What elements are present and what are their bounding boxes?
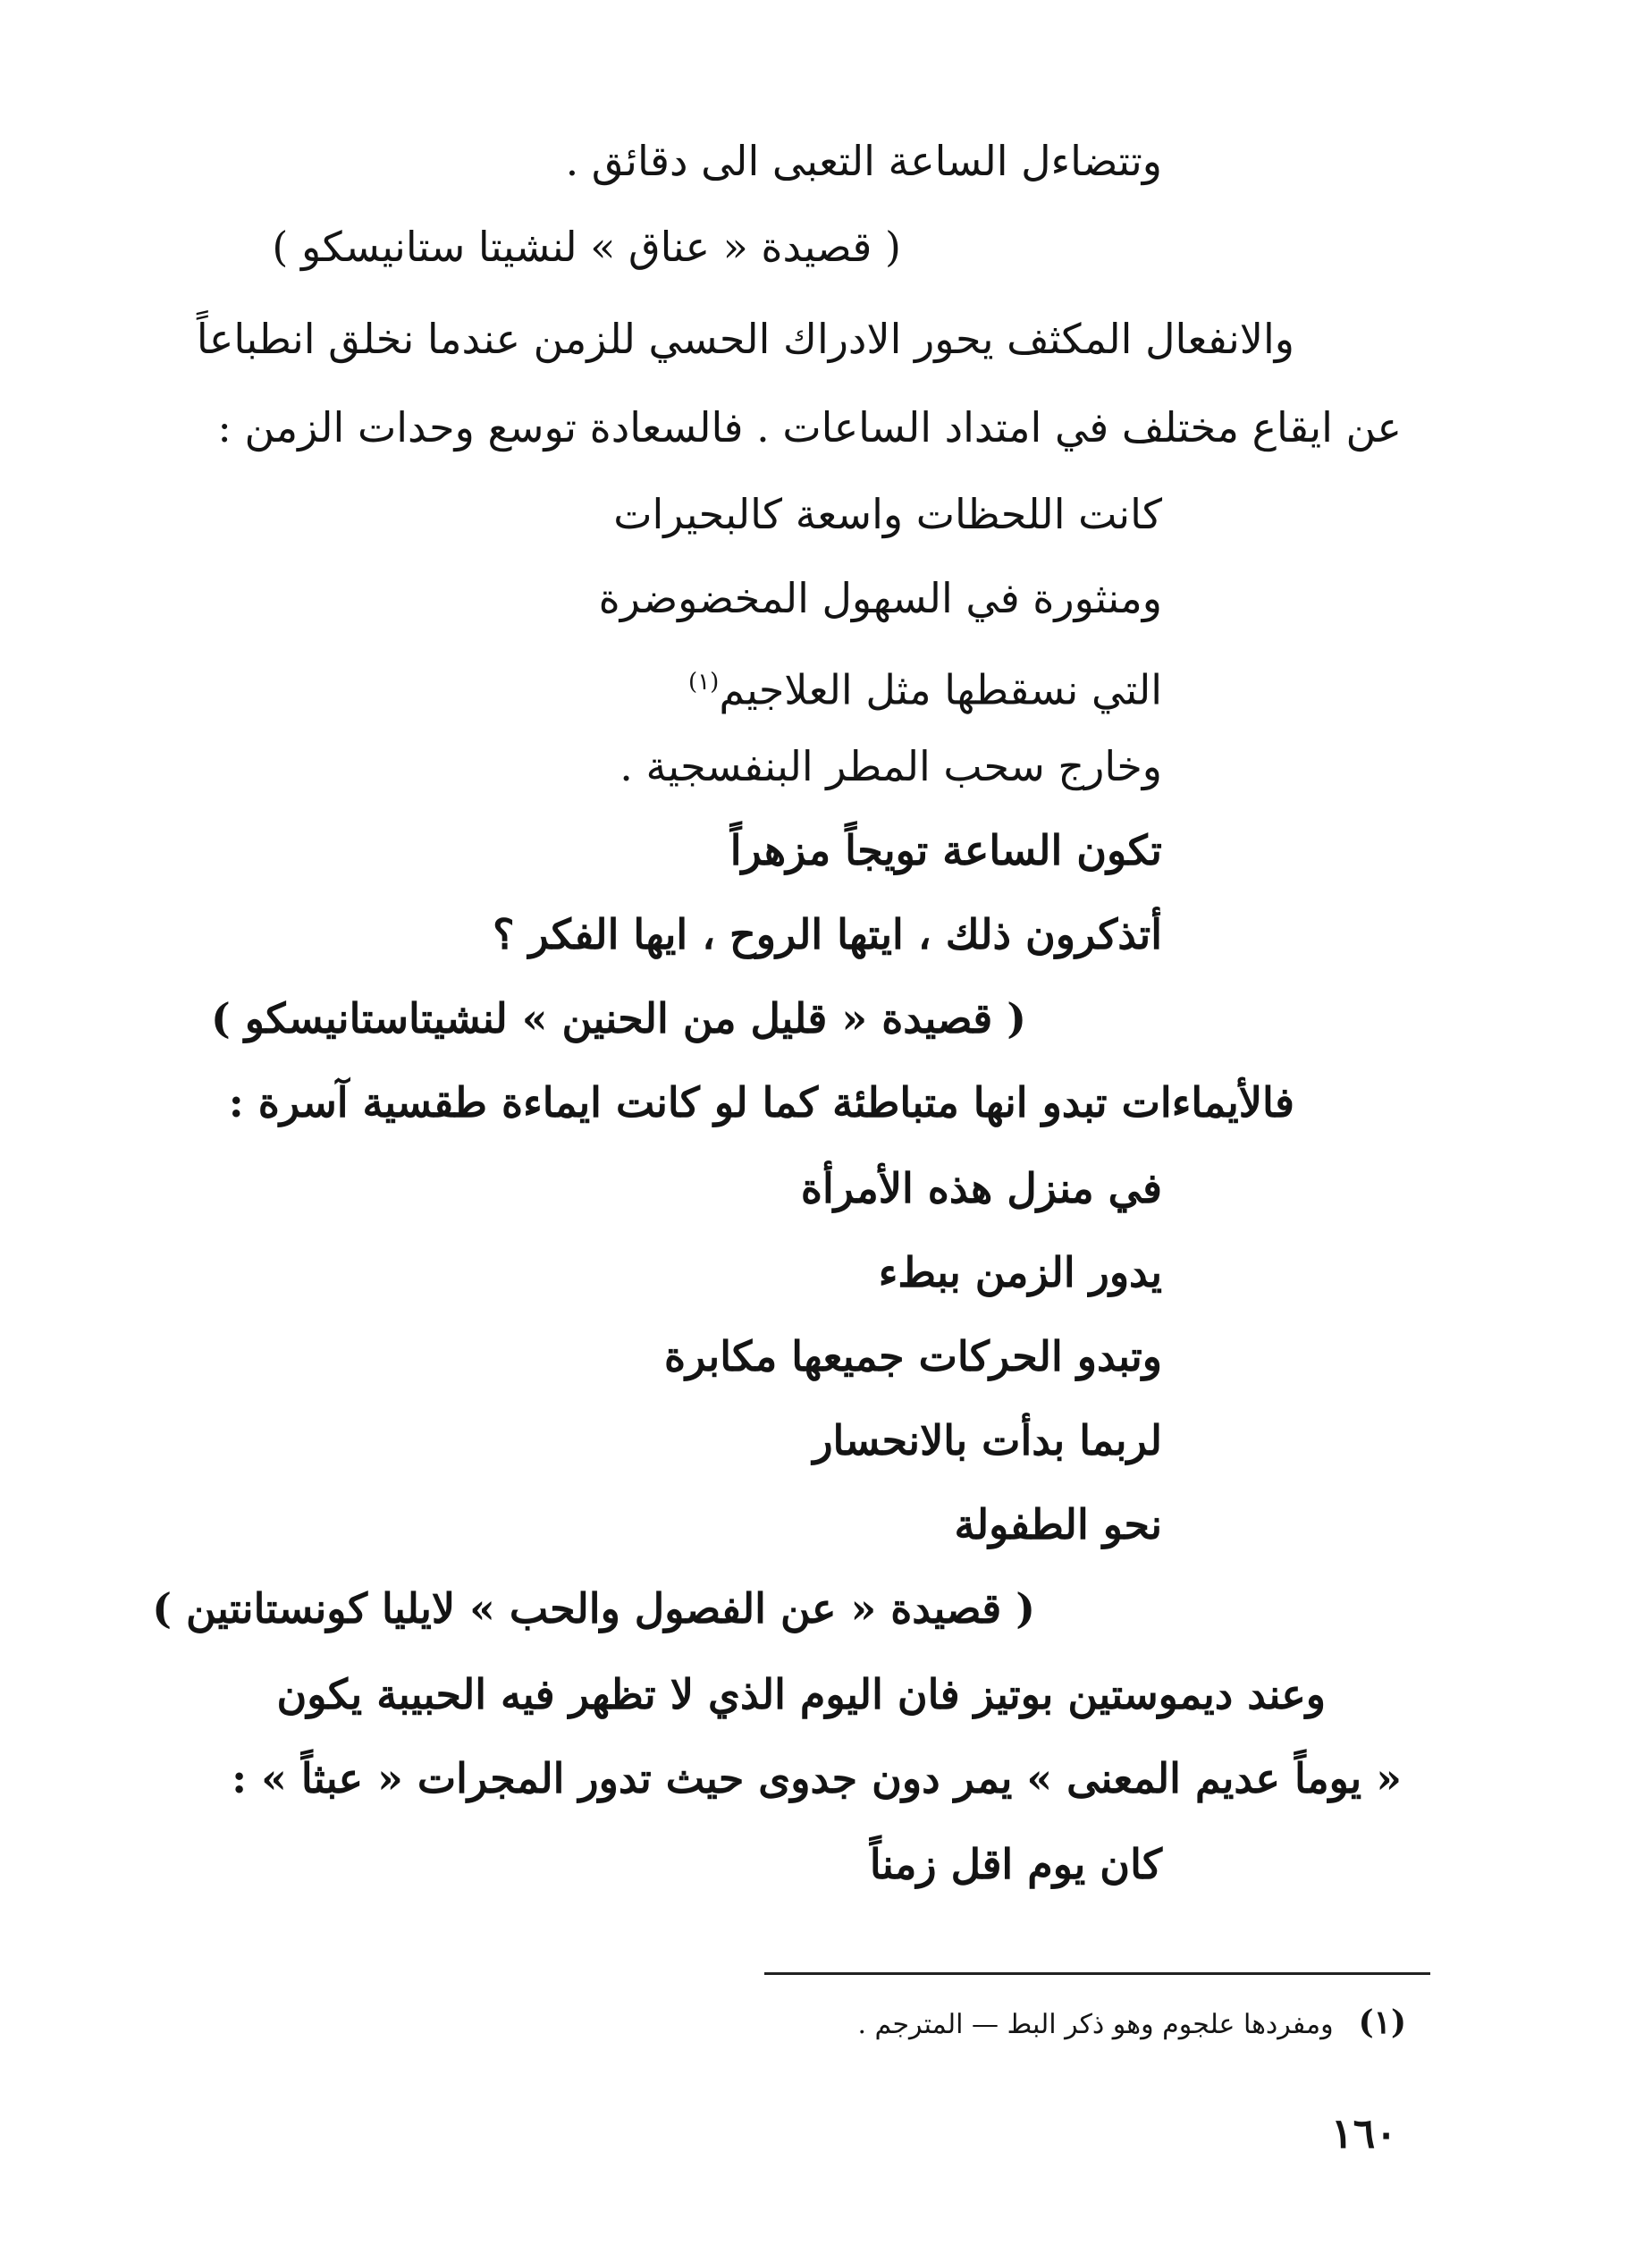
verse-line: وخارج سحب المطر البنفسجية . (620, 742, 1162, 790)
verse-line: كانت اللحظات واسعة كالبحيرات (613, 490, 1162, 538)
verse-line: وتتضاءل الساعة التعبى الى دقائق . (565, 137, 1162, 185)
verse-line: أتذكرون ذلك ، ايتها الروح ، ايها الفكر ؟ (493, 910, 1162, 958)
poem-citation: ( قصيدة « قليل من الحنين » لنشيتاستانيسكو ) (210, 994, 1026, 1042)
footnote-reference: (١) (688, 669, 720, 696)
footnote-divider (764, 1972, 1430, 1975)
paragraph-line: وعند ديموستين بوتيز فان اليوم الذي لا تظهر فيه الحبيبة يكون (276, 1670, 1326, 1718)
verse-line: كان يوم اقل زمناً (869, 1840, 1162, 1888)
footnote (857, 2003, 1406, 2045)
verse-line: في منزل هذه الأمرأة (800, 1164, 1162, 1212)
verse-line: التي نسقطها مثل العلاجيم$^{(١)}$ (688, 665, 1162, 714)
poem-citation: ( قصيدة « عن الفصول والحب » لايليا كونستانتين ) (152, 1584, 1035, 1633)
paragraph-line: والانفعال المكثف يحور الادراك الحسي للزمن عندما نخلق انطباعاً (196, 315, 1294, 363)
verse-line: وتبدو الحركات جميعها مكابرة (663, 1332, 1162, 1380)
verse-line: نحو الطفولة (954, 1500, 1162, 1548)
paragraph-line: فالأيماءات تبدو انها متباطئة كما لو كانت ايماءة طقسية آسرة : (228, 1078, 1294, 1126)
footnote-text: ومفردها علجوم وهو ذكر البط — المترجم . (857, 2009, 1334, 2040)
paragraph-line: « يوماً عديم المعنى » يمر دون جدوى حيث تدور المجرات « عبثاً » : (232, 1754, 1402, 1802)
verse-line: يدور الزمن ببطء (878, 1248, 1162, 1296)
verse-line: ومنثورة في السهول المخضوضرة (598, 574, 1162, 622)
paragraph-line: عن ايقاع مختلف في امتداد الساعات . فالسعادة توسع وحدات الزمن : (217, 403, 1402, 451)
footnote-number: (١) (1358, 2004, 1406, 2041)
verse-line: لربما بدأت بالانحسار (813, 1416, 1162, 1464)
verse-line: تكون الساعة تويجاً مزهراً (729, 826, 1162, 874)
poem-citation: ( قصيدة « عناق » لنشيتا ستانيسكو ) (272, 223, 901, 271)
page-number: ١٦٠ (1330, 2109, 1397, 2157)
